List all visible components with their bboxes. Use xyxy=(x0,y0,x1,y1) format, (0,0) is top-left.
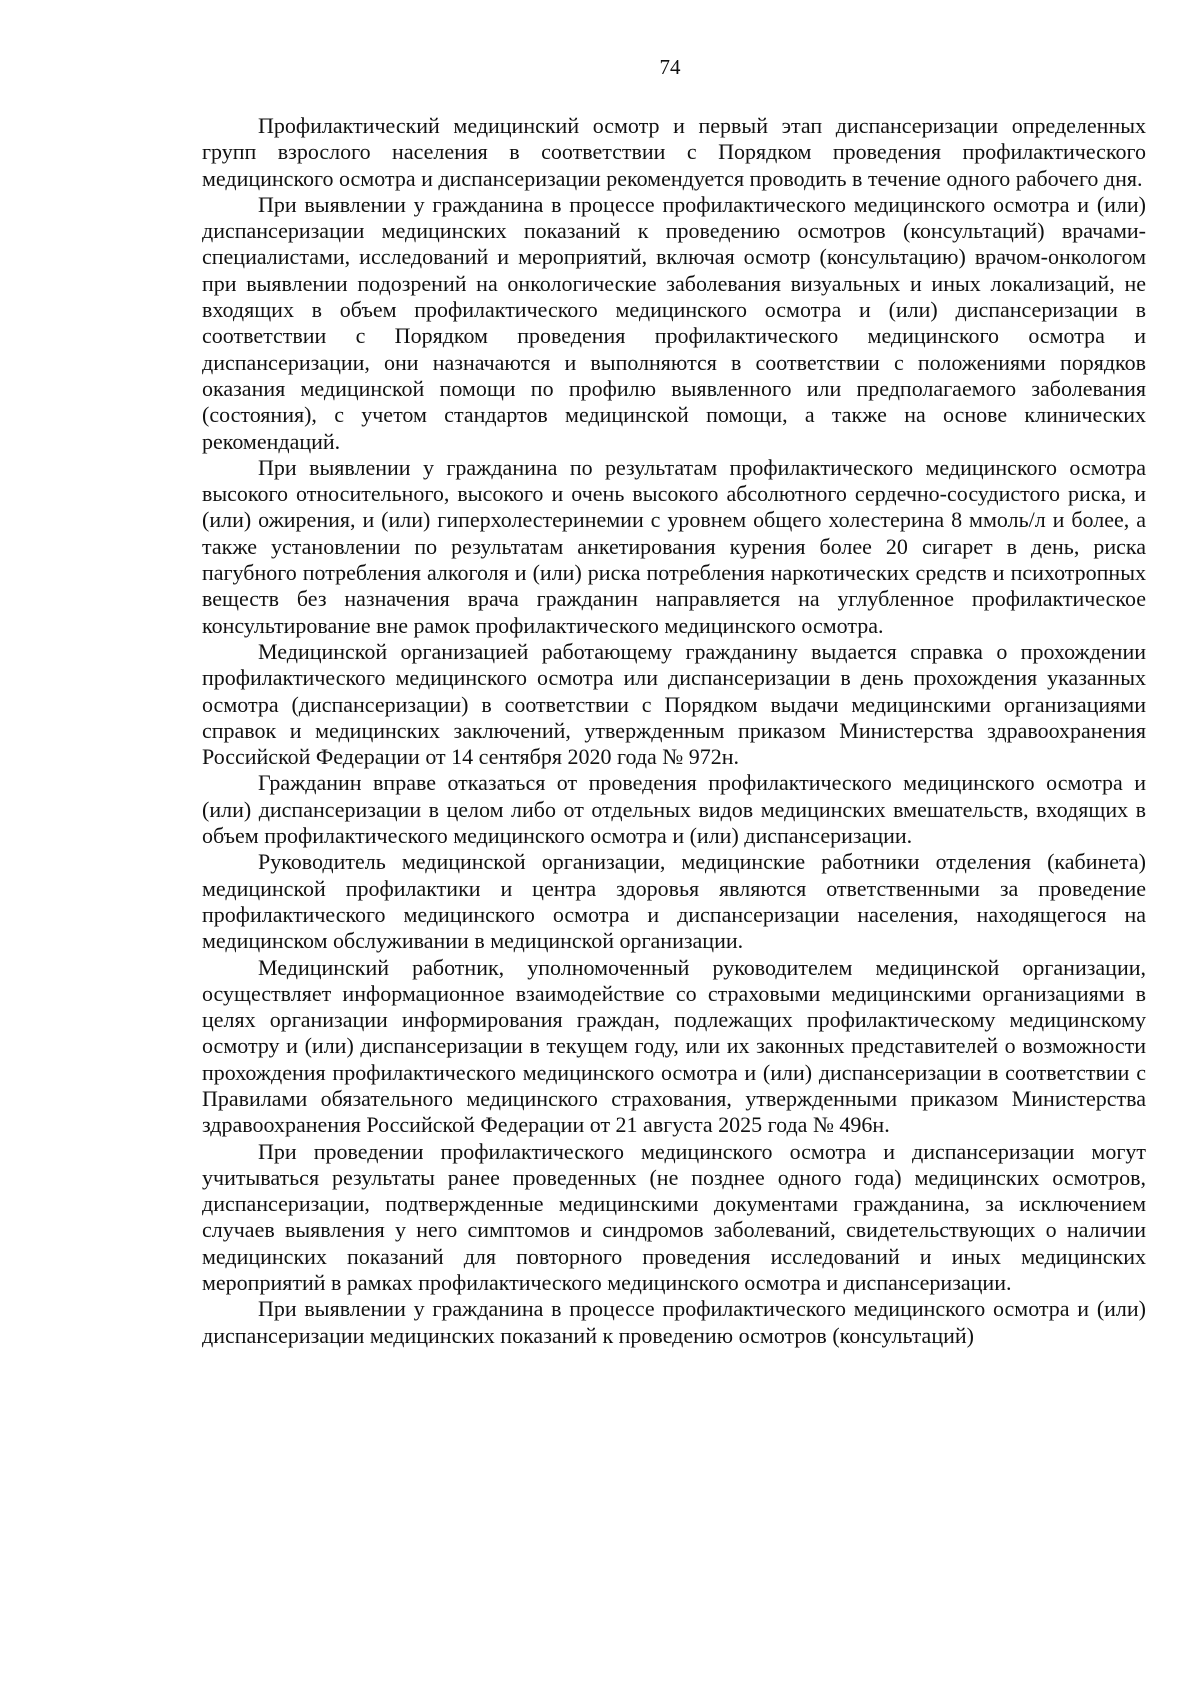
document-body xyxy=(202,113,1146,1349)
paragraph: Гражданин вправе отказаться от проведения профилактического медицинского осмотра и (или) диспансеризации в целом либо от отдельных видов медицинских вмешательств, входящих в объем профилактического медицинского осмотра и (или) диспансеризации. xyxy=(202,770,1146,849)
paragraph: При выявлении у гражданина в процессе профилактического медицинского осмотра и (или) диспансеризации медицинских показаний к проведению осмотров (консультаций) врачами-специалистами, исследований и мероприятий, включая осмотр (консультацию) врачом-онкологом при выявлении подозрений на онкологические заболевания визуальных и иных локализаций, не входящих в объем профилактического медицинского осмотра и (или) диспансеризации в соответствии с Порядком проведения профилактического медицинского осмотра и диспансеризации, они назначаются и выполняются в соответствии с положениями порядков оказания медицинской помощи по профилю выявленного или предполагаемого заболевания (состояния), с учетом стандартов медицинской помощи, а также на основе клинических рекомендаций. xyxy=(202,191,1146,454)
paragraph: При проведении профилактического медицинского осмотра и диспансеризации могут учитываться результаты ранее проведенных (не позднее одного года) медицинских осмотров, диспансеризации, подтвержденные медицинскими документами гражданина, за исключением случаев выявления у него симптомов и синдромов заболеваний, свидетельствующих о наличии медицинских показаний для повторного проведения исследований и иных медицинских мероприятий в рамках профилактического медицинского осмотра и диспансеризации. xyxy=(202,1138,1146,1296)
paragraph: Руководитель медицинской организации, медицинские работники отделения (кабинета) медицинской профилактики и центра здоровья являются ответственными за проведение профилактического медицинского осмотра и диспансеризации населения, находящегося на медицинском обслуживании в медицинской организации. xyxy=(202,849,1146,954)
paragraph: Профилактический медицинский осмотр и первый этап диспансеризации определенных групп взрослого населения в соответствии с Порядком проведения профилактического медицинского осмотра и диспансеризации рекомендуется проводить в течение одного рабочего дня. xyxy=(202,113,1146,191)
paragraph: Медицинский работник, уполномоченный руководителем медицинской организации, осуществляет информационное взаимодействие со страховыми медицинскими организациями в целях организации информирования граждан, подлежащих профилактическому медицинскому осмотру и (или) диспансеризации в текущем году, или их законных представителей о возможности прохождения профилактического медицинского осмотра и (или) диспансеризации в соответствии с Правилами обязательного медицинского страхования, утвержденными приказом Министерства здравоохранения Российской Федерации от 21 августа 2025 года № 496н. xyxy=(202,954,1146,1138)
paragraph: При выявлении у гражданина в процессе профилактического медицинского осмотра и (или) диспансеризации медицинских показаний к проведению осмотров (консультаций) xyxy=(202,1296,1146,1348)
paragraph: Медицинской организацией работающему гражданину выдается справка о прохождении профилактического медицинского осмотра или диспансеризации в день прохождения указанных осмотра (диспансеризации) в соответствии с Порядком выдачи медицинскими организациями справок и медицинских заключений, утвержденным приказом Министерства здравоохранения Российской Федерации от 14 сентября 2020 года № 972н. xyxy=(202,638,1146,770)
paragraph: При выявлении у гражданина по результатам профилактического медицинского осмотра высокого относительного, высокого и очень высокого абсолютного сердечно-сосудистого риска, и (или) ожирения, и (или) гиперхолестеринемии с уровнем общего холестерина 8 ммоль/л и более, а также установлении по результатам анкетирования курения более 20 сигарет в день, риска пагубного потребления алкоголя и (или) риска потребления наркотических средств и психотропных веществ без назначения врача гражданин направляется на углубленное профилактическое консультирование вне рамок профилактического медицинского осмотра. xyxy=(202,454,1146,638)
page-number: 74 xyxy=(659,55,681,79)
